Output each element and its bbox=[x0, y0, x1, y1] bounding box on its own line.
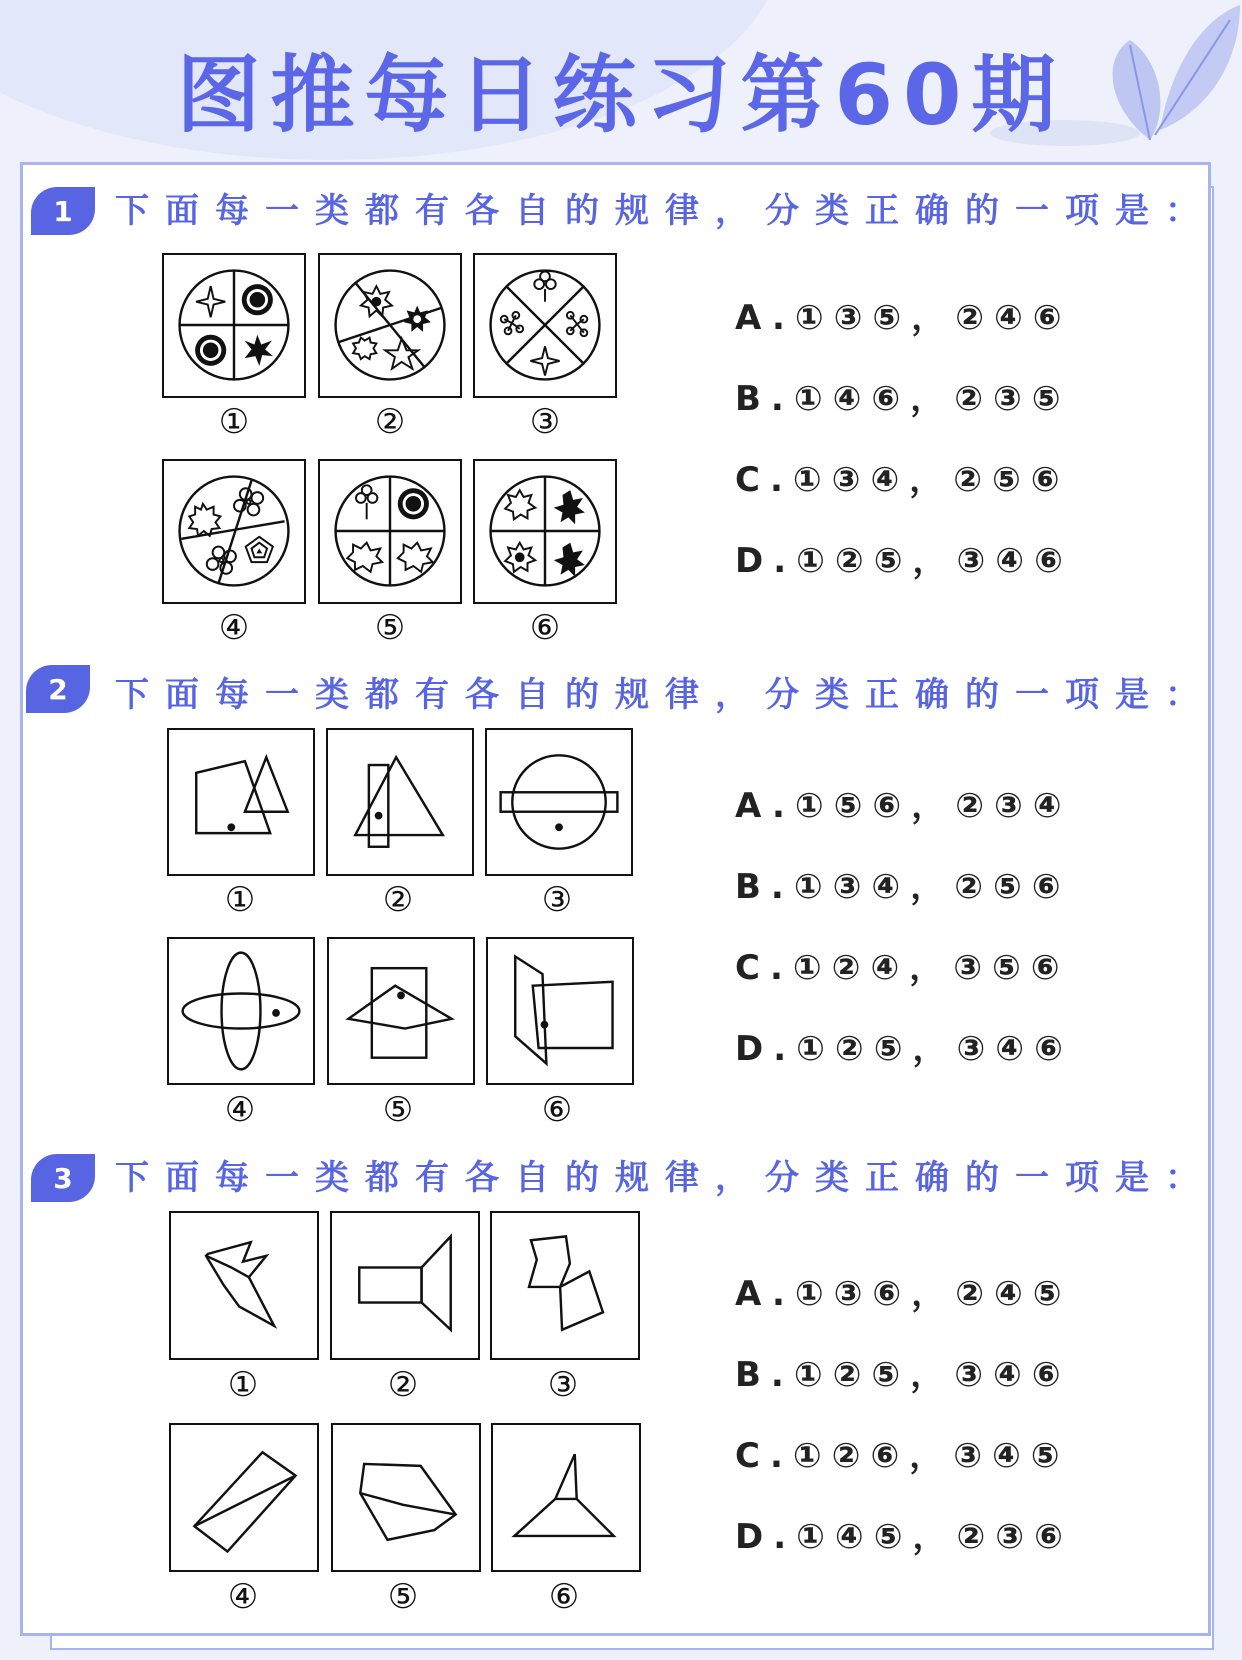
figure-label: ④ bbox=[218, 608, 250, 648]
question-prompt: 下面每一类都有各自的规律，分类正确的一项是： bbox=[115, 675, 1215, 715]
answer-option[interactable]: D.①②⑤，③④⑥ bbox=[735, 541, 1073, 581]
q1-figure-5 bbox=[318, 459, 462, 604]
figure-label: ⑥ bbox=[529, 608, 561, 648]
q3-figure-1 bbox=[169, 1211, 319, 1360]
q2-figure-4 bbox=[167, 937, 315, 1085]
q1-figure-2 bbox=[318, 253, 462, 398]
q3-figure-4 bbox=[169, 1423, 319, 1572]
answer-option[interactable]: C.①③④，②⑤⑥ bbox=[735, 460, 1070, 500]
question-prompt: 下面每一类都有各自的规律，分类正确的一项是： bbox=[115, 191, 1215, 231]
answer-option[interactable]: B.①③④，②⑤⑥ bbox=[735, 867, 1071, 907]
q2-figure-1 bbox=[167, 728, 315, 876]
figure-label: ③ bbox=[529, 402, 561, 442]
question-number-badge: 3 bbox=[31, 1154, 95, 1202]
answer-option[interactable]: A.①③⑥，②④⑤ bbox=[735, 1274, 1072, 1314]
answer-option[interactable]: B.①②⑤，③④⑥ bbox=[735, 1355, 1071, 1395]
figure-label: ③ bbox=[541, 880, 573, 920]
q3-figure-6 bbox=[491, 1423, 641, 1572]
q2-figure-5 bbox=[327, 937, 475, 1085]
figure-label: ⑤ bbox=[387, 1577, 419, 1617]
answer-option[interactable]: A.①③⑤，②④⑥ bbox=[735, 298, 1072, 338]
answer-option[interactable]: A.①⑤⑥，②③④ bbox=[735, 786, 1072, 826]
q3-figure-3 bbox=[490, 1211, 640, 1360]
answer-option[interactable]: C.①②④，③⑤⑥ bbox=[735, 948, 1070, 988]
page-title: 图推每日练习第60期 bbox=[176, 46, 1066, 144]
q1-figure-6 bbox=[473, 459, 617, 604]
figure-label: ⑤ bbox=[374, 608, 406, 648]
question-prompt: 下面每一类都有各自的规律，分类正确的一项是： bbox=[115, 1158, 1215, 1198]
q3-figure-5 bbox=[331, 1423, 481, 1572]
q2-figure-2 bbox=[326, 728, 474, 876]
figure-label: ③ bbox=[547, 1365, 579, 1405]
answer-option[interactable]: D.①②⑤，③④⑥ bbox=[735, 1029, 1073, 1069]
answer-option[interactable]: D.①④⑤，②③⑥ bbox=[735, 1517, 1073, 1557]
figure-label: ② bbox=[382, 880, 414, 920]
answer-option[interactable]: C.①②⑥，③④⑤ bbox=[735, 1436, 1070, 1476]
q3-figure-2 bbox=[330, 1211, 480, 1360]
question-number-badge: 2 bbox=[26, 665, 90, 713]
question-number-badge: 1 bbox=[31, 187, 95, 235]
figure-label: ⑥ bbox=[548, 1577, 580, 1617]
figure-label: ① bbox=[227, 1365, 259, 1405]
q1-figure-1 bbox=[162, 253, 306, 398]
q2-figure-6 bbox=[486, 937, 634, 1085]
q2-figure-3 bbox=[485, 728, 633, 876]
answer-option[interactable]: B.①④⑥，②③⑤ bbox=[735, 379, 1071, 419]
figure-label: ② bbox=[387, 1365, 419, 1405]
figure-label: ① bbox=[224, 880, 256, 920]
figure-label: ④ bbox=[227, 1577, 259, 1617]
figure-label: ⑥ bbox=[541, 1090, 573, 1130]
figure-label: ④ bbox=[224, 1090, 256, 1130]
figure-label: ② bbox=[374, 402, 406, 442]
figure-label: ① bbox=[218, 402, 250, 442]
q1-figure-3 bbox=[473, 253, 617, 398]
q1-figure-4 bbox=[162, 459, 306, 604]
figure-label: ⑤ bbox=[382, 1090, 414, 1130]
